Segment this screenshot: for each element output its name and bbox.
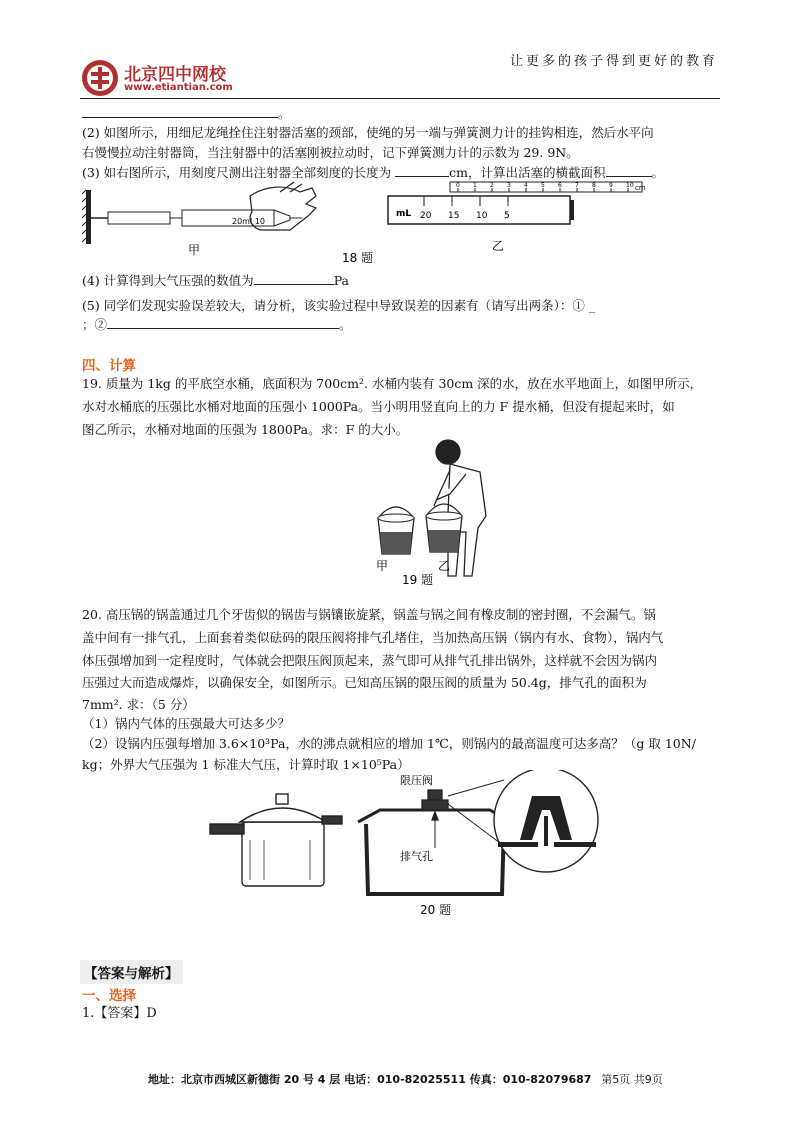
q18-p5b: ；② 。 — [82, 317, 352, 332]
ruler-tick-label: 8 — [592, 182, 596, 189]
spring-scale — [108, 212, 170, 224]
ruler-tick-label: 3 — [507, 182, 511, 189]
answers-heading: 【答案与解析】 — [80, 960, 183, 984]
ruler-tick-label: 2 — [490, 182, 494, 189]
header-slogan: 让更多的孩子得到更好的教育 — [509, 54, 718, 69]
q18-figure — [80, 178, 720, 268]
q18-p4: (4) 计算得到大气压强的数值为 Pa — [82, 273, 349, 288]
logo-url: www.etiantian.com — [124, 82, 233, 93]
footer-address: 地址：北京市西城区新德街 20 号 4 层 电话：010-82025511 传真：010-82079687 — [148, 1073, 592, 1086]
label-valve: 限压阀 — [400, 774, 433, 787]
q19-l2: 水对水桶底的压强比水桶对地面的压强小 1000Pa。当小明用竖直向上的力 F 提水桶，但没有提起来时，如 — [82, 399, 675, 414]
q20-l5: 7mm². 求：（5 分） — [82, 697, 195, 712]
q18-p5a: (5) 同学们发现实验误差较大，请分析，该实验过程中导致误差的因素有（请写出两条）：① _ — [82, 298, 596, 313]
logo-emblem-icon — [80, 58, 120, 98]
fig-jia-label: 甲 — [376, 559, 389, 573]
ruler-tick-label: 7 — [575, 182, 579, 189]
ruler-tick-label: 10 — [626, 182, 634, 189]
ruler-tick-label: 6 — [558, 182, 562, 189]
person-icon — [434, 440, 486, 576]
fig-caption: 18 题 — [342, 251, 374, 265]
q19-l1: 19. 质量为 1kg 的平底空水桶，底面积为 700cm². 水桶内装有 30cm 深的水，放在水平地面上，如图甲所示， — [82, 376, 703, 391]
ml-tick-label: 10 — [476, 211, 488, 221]
logo-text: 北京四中网校 — [124, 65, 226, 85]
ruler-tick-label: 9 — [609, 182, 613, 189]
ml-tick-label: 20 — [420, 211, 432, 221]
footer — [148, 1071, 663, 1087]
answers-section-choice: 一、选择 — [82, 988, 136, 1004]
q20-s2b: kg；外界大气压强为 1 标准大气压，计算时取 1×10⁵Pa） — [82, 757, 410, 772]
q18-p2a: (2) 如图所示，用细尼龙绳拴住注射器活塞的颈部，使绳的另一端与弹簧测力计的挂钩相连，然后水平向 — [82, 125, 654, 140]
fig-yi-label: 乙 — [492, 239, 505, 253]
ruler-tick-label: 5 — [541, 182, 545, 189]
ruler-unit: cm — [635, 184, 646, 192]
q20-l2: 盖中间有一排气孔，上面套着类似砝码的限压阀将排气孔堵住，当加热高压锅（锅内有水、食物），锅内气 — [82, 630, 664, 645]
q18-p3: (3) 如右图所示，用刻度尺测出注射器全部刻度的长度为 cm，计算出活塞的横截面积 。 — [82, 165, 665, 180]
syringe-text: 20ml 10 — [232, 217, 265, 226]
ruler-tick-label: 0 — [456, 182, 460, 189]
q19-l3: 图乙所示，水桶对地面的压强为 1800Pa。求：F 的大小。 — [82, 422, 409, 437]
q20-l3: 体压强增加到一定程度时，气体就会把限压阀顶起来，蒸气即可从排气孔排出锅外，这样就不会因为锅内 — [82, 653, 658, 668]
label-vent: 排气孔 — [400, 850, 433, 863]
bucket-jia — [378, 507, 414, 554]
ml-label: mL — [396, 209, 412, 219]
fig-caption: 20 题 — [420, 903, 452, 917]
ml-tick-label: 5 — [504, 211, 510, 221]
q20-figure — [204, 770, 600, 920]
fig-caption: 19 题 — [402, 573, 434, 587]
fig-yi-label: 乙 — [438, 559, 451, 573]
ruler-tick-label: 4 — [524, 182, 528, 189]
wall — [86, 190, 91, 244]
header-logo — [80, 58, 250, 100]
q20-s2a: （2）设锅内压强每增加 3.6×10³Pa，水的沸点就相应的增加 1℃，则锅内的最高温度可达多高？（g 取 10N/ — [82, 736, 696, 751]
ml-tick-label: 15 — [448, 211, 460, 221]
header-rule — [80, 98, 720, 99]
valve-detail — [494, 770, 598, 872]
q20-l4: 压强过大而造成爆炸，以确保安全，如图所示。已知高压锅的限压阀的质量为 50.4g，排气孔的面积为 — [82, 675, 647, 690]
section-title-calc: 四、计算 — [82, 358, 136, 374]
q19-figure — [370, 436, 510, 588]
q20-l1: 20. 高压锅的锅盖通过几个牙齿似的锅齿与锅镶嵌旋紧，锅盖与锅之间有橡皮制的密封圈，不会漏气。锅 — [82, 607, 656, 622]
footer-page: 第5页 共9页 — [601, 1073, 663, 1086]
fig-jia-label: 甲 — [188, 243, 201, 257]
q18-line-end: 。 — [82, 104, 291, 123]
pressure-cooker-icon — [210, 794, 342, 886]
ruler — [450, 182, 642, 192]
ruler-tick-label: 1 — [473, 182, 477, 189]
q18-p2b: 右慢慢拉动注射器筒，当注射器中的活塞刚被拉动时，记下弹簧测力计的示数为 29. 9N。 — [82, 145, 579, 160]
cooker-cross-section — [358, 790, 510, 894]
answer-1: 1.【答案】D — [82, 1006, 157, 1021]
q20-s1: （1）锅内气体的压强最大可达多少？ — [82, 716, 290, 731]
